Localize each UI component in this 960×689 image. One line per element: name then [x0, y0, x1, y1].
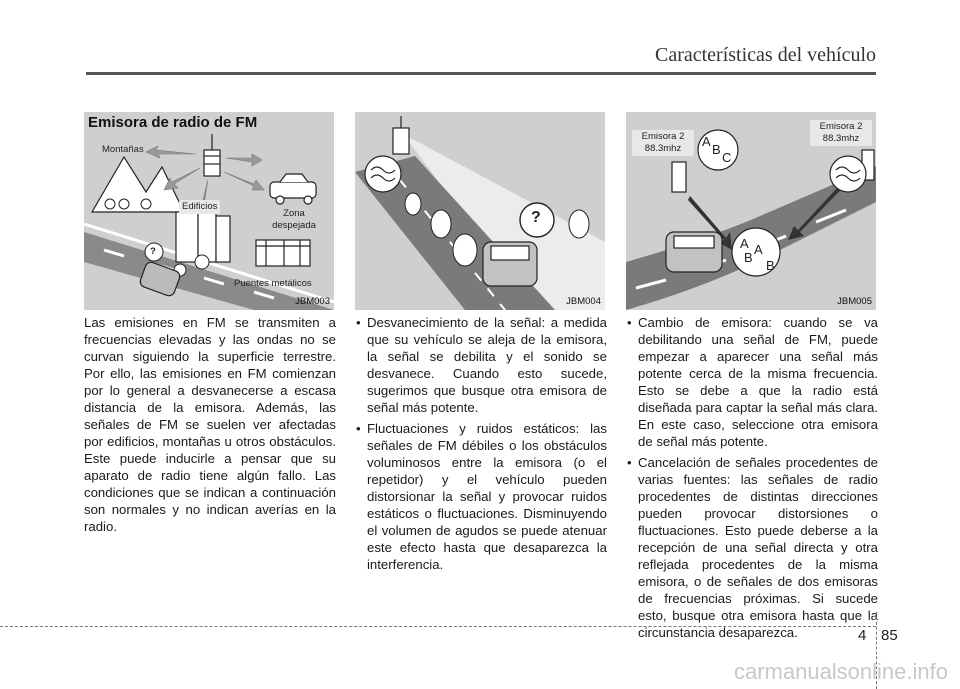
open-area-label-line2: despejada: [272, 220, 316, 231]
footer-rule: [0, 626, 876, 627]
bridges-label: Puentes metálicos: [234, 278, 312, 289]
letter-a-top: A: [702, 134, 711, 149]
column-intro: [84, 314, 336, 535]
bullet-station-switch: • Cambio de emisora: cuando se va debilitando una señal de FM, puede empezar a aparecer una señal más potente cerca de la misma frecuencia. Esto se debe a que la radio está diseñada para captar la señal más clara. En este caso, seleccione otra emisora de señal más potente.: [626, 314, 878, 450]
mountains-label: Montañas: [102, 144, 144, 155]
header-rule: [86, 72, 876, 75]
letter-b-car-1: B: [744, 250, 753, 265]
figure-code: JBM004: [566, 296, 601, 307]
buildings-label: Edificios: [179, 200, 220, 214]
letter-b-car-2: B: [766, 258, 775, 273]
letter-b-top: B: [712, 142, 721, 157]
figure-code: JBM005: [837, 296, 872, 307]
station-left-freq: 88.3mhz: [644, 143, 682, 154]
station-right-label: [810, 120, 872, 146]
station-right-freq: 88.3mhz: [822, 133, 860, 144]
figure-code: JBM003: [295, 296, 330, 307]
station-right-name: Emisora 2: [819, 121, 863, 132]
bullet-static-noise: • Fluctuaciones y ruidos estáticos: las señales de FM débiles o los obstáculos voluminosos entre la emisora (o el repetidor) y el vehículo pueden distorsionar la señal y provocar ruidos estáticos o fluctuaciones. Disminuyendo el volumen de agudos se puede atenuar este efecto hasta que desaparezca la interferencia.: [355, 420, 607, 573]
figure-title: Emisora de radio de FM: [88, 114, 258, 131]
letter-a-car-1: A: [740, 236, 749, 251]
open-area-label-line1: Zona: [283, 208, 305, 219]
letter-a-car-2: A: [754, 242, 763, 257]
question-mark: ?: [531, 209, 541, 226]
figure-station-switch: [626, 112, 876, 310]
column-switching: [626, 314, 878, 645]
page-header-title: Características del vehículo: [654, 44, 876, 66]
question-mark: ?: [150, 246, 156, 257]
intro-paragraph: Las emisiones en FM se transmiten a frecuencias elevadas y las ondas no se curvan siguiendo la superficie terrestre. Por ello, las emisiones en FM comienzan por lo general a desvanecerse a escasa distancia de la emisora. Además, las señales de FM se suelen ver afectadas por edificios, montañas u otros obstáculos. Este puede inducirle a pensar que su aparato de radio tiene algún fallo. Las condiciones que se indican a continuación son normales y no indican averías en la radio.: [84, 315, 336, 534]
station-left-name: Emisora 2: [641, 131, 685, 142]
station-left-label: [632, 130, 694, 156]
open-area-label: [270, 208, 318, 232]
letter-c-top: C: [722, 150, 732, 165]
bullet-multipath-cancel: • Cancelación de señales procedentes de varias fuentes: las señales de radio procedentes de distintas direcciones pueden provocar distorsiones o fluctuaciones. Esto puede deberse a la recepción de una señal directa y otra reflejada procedentes de la misma emisora, o de señales de dos emisoras de frecuencias próximas. Si sucede esto, busque otra emisora hasta que la circunstancia desaparezca.: [626, 454, 878, 641]
page-number: 85: [881, 627, 898, 644]
switching-bullet-list: [626, 314, 878, 641]
bullet-signal-fading: • Desvanecimiento de la señal: a medida que su vehículo se aleja de la emisora, la señal se debilita y el sonido se desvanece. Cuando esto sucede, sugerimos que busque otra emisora de señal más potente.: [355, 314, 607, 416]
figure-fm-station: [84, 112, 334, 310]
chapter-number: 4: [858, 627, 867, 644]
watermark: carmanualsonline.info: [733, 659, 948, 684]
figure-signal-fading: [355, 112, 605, 310]
fading-bullet-list: [355, 314, 607, 573]
column-fading: [355, 314, 607, 577]
signal-fading-illustration: [355, 112, 605, 310]
